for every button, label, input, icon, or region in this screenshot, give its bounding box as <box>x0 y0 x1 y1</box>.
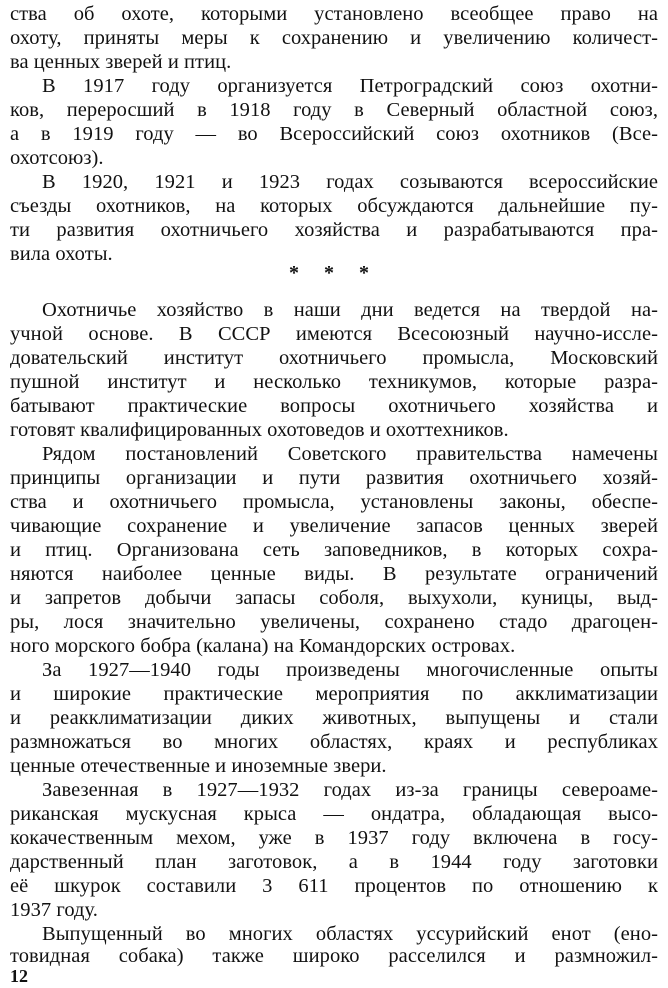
text-line: няются наиболее ценные виды. В результате ограничений <box>10 563 658 585</box>
text-line: товидная собака) также широко расселился и размножил- <box>10 945 658 967</box>
text-line: ры, лося значительно увеличены, сохранено стадо драгоцен- <box>10 611 658 633</box>
text-line: ти развития охотничьего хозяйства и разрабатываются пра- <box>10 219 658 241</box>
text-line: пушной институт и несколько техникумов, которые разра- <box>10 371 658 393</box>
text-line: ценные отечественные и иноземные звери. <box>10 755 387 777</box>
text-line: и реакклиматизации диких животных, выпущены и стали <box>10 707 658 729</box>
text-line: риканская мускусная крыса — ондатра, обладающая высо- <box>10 803 658 825</box>
text-line: ного морского бобра (калана) на Командорских островах. <box>10 635 516 657</box>
text-line: В 1920, 1921 и 1923 годах созываются всероссийские <box>42 171 658 193</box>
text-line: и запретов добычи запасы соболя, выхухоли, куницы, выд- <box>10 587 658 609</box>
text-line: и птиц. Организована сеть заповедников, в которых сохра- <box>10 539 658 561</box>
text-line: чивающие сохранение и увеличение запасов ценных зверей <box>10 515 658 537</box>
text-line: Охотничье хозяйство в наши дни ведется на твердой на- <box>42 299 658 321</box>
text-line: принципы организации и пути развития охотничьего хозяй- <box>10 467 658 489</box>
text-line: а в 1919 году — во Всероссийский союз охотников (Все- <box>10 123 658 145</box>
text-line: ства и охотничьего промысла, установлены законы, обеспе- <box>10 491 658 513</box>
text-line: учной основе. В СССР имеются Всесоюзный научно-исслe- <box>10 323 658 345</box>
text-line: довательский институт охотничьего промысла, Московский <box>10 347 658 369</box>
text-line: вила охоты. <box>10 243 113 265</box>
text-line: дарственный план заготовок, а в 1944 году заготовки <box>10 851 658 873</box>
section-separator: * * * <box>289 262 379 284</box>
text-line: ства об охоте, которыми установлено всеобщее право на <box>10 3 658 25</box>
text-line: ков, переросший в 1918 году в Северный областной союз, <box>10 99 658 121</box>
text-line: готовят квалифицированных охотоведов и охоттехников. <box>10 419 509 441</box>
text-line: и широкие практические мероприятия по акклиматизации <box>10 683 658 705</box>
text-line: охотсоюз). <box>10 147 104 169</box>
text-line: её шкурок составили 3 611 процентов по отношению к <box>10 875 658 897</box>
text-line: кокачественным мехом, уже в 1937 году включена в госу- <box>10 827 658 849</box>
text-line: Выпущенный во многих областях уссурийский енот (ено- <box>42 923 658 945</box>
text-line: батывают практические вопросы охотничьего хозяйства и <box>10 395 658 417</box>
text-line: ва ценных зверей и птиц. <box>10 51 232 73</box>
text-line: Завезенная в 1927—1932 годах из-за границы североаме- <box>42 779 658 801</box>
text-line: В 1917 году организуется Петроградский союз охотни- <box>42 75 658 97</box>
text-line: размножаться во многих областях, краях и республиках <box>10 731 658 753</box>
text-line: 1937 году. <box>10 899 98 921</box>
text-line: За 1927—1940 годы произведены многочисленные опыты <box>42 659 658 681</box>
text-line: Рядом постановлений Советского правительства намечены <box>42 443 658 465</box>
text-line: охоту, приняты меры к сохранению и увеличению количест- <box>10 27 658 49</box>
page-number: 12 <box>10 966 28 986</box>
text-line: съезды охотников, на которых обсуждаются дальнейшие пу- <box>10 195 658 217</box>
